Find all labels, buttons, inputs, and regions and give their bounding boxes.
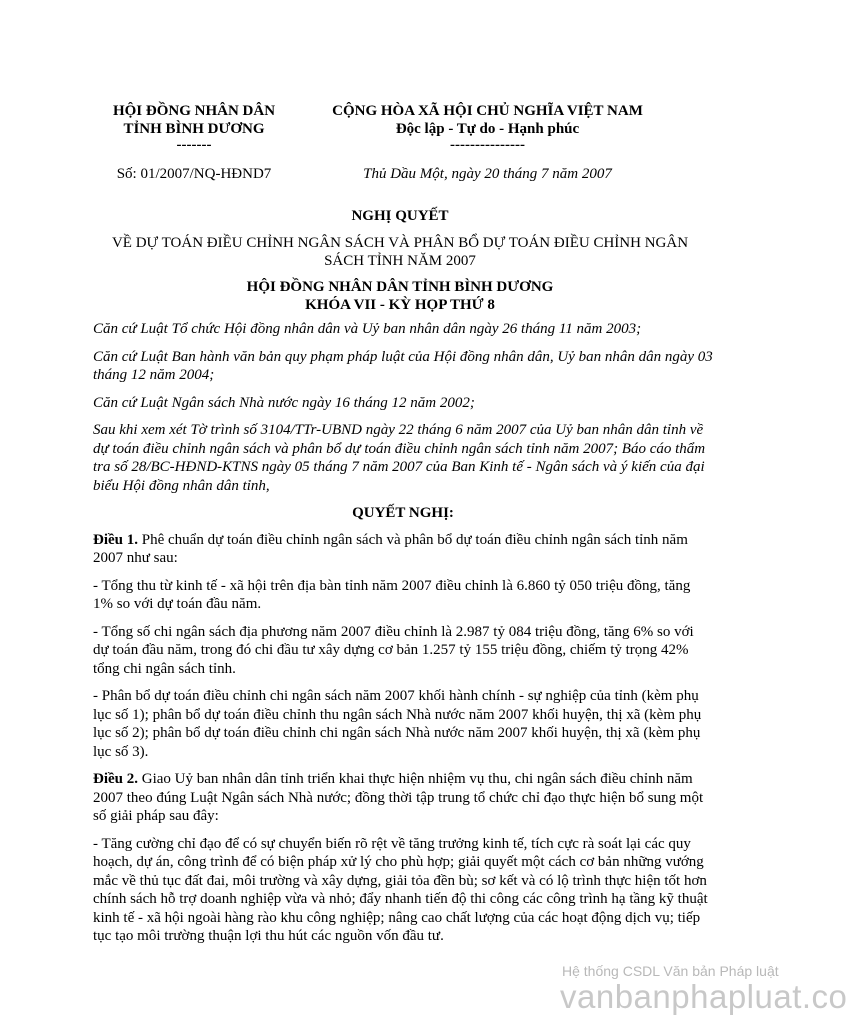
watermark-caption: Hệ thống CSDL Văn bản Pháp luật	[562, 963, 779, 979]
document-body	[93, 320, 713, 955]
article-2-item-1: - Tăng cường chỉ đạo để có sự chuyển biến rõ rệt về tăng trưởng kinh tế, tích cực rà soát lại các quy hoạch, dự án, công trình để có biện pháp xử lý cho phù hợp; giải quyết một cách cơ bản những vướng mắc về thủ tục đất đai, môi trường và xây dựng, giải tỏa đền bù; sơ kết và có lộ trình thực hiện tốt hơn chính sách hỗ trợ doanh nghiệp vừa và nhỏ; đẩy nhanh tiến độ thi công các công trình hạ tầng kỹ thuật kinh tế - xã hội ngoài hàng rào khu công nghiệp; nâng cao chất lượng của các hoạt động dịch vụ; tiếp tục tạo môi trường thuận lợi thu hút các nguồn vốn đầu tư.	[93, 835, 708, 944]
article-1	[93, 531, 713, 568]
article-2-label: Điều 2.	[93, 771, 138, 787]
council-session: KHÓA VII - KỲ HỌP THỨ 8	[305, 297, 495, 313]
issuer-divider: -------	[176, 137, 212, 153]
article-2-text: Giao Uỷ ban nhân dân tỉnh triển khai thực hiện nhiệm vụ thu, chi ngân sách điều chỉnh năm 2007 theo đúng Luật Ngân sách Nhà nước; đồng thời tập trung tổ chức chỉ đạo thực hiện bổ sung một số giải pháp sau đây:	[93, 771, 704, 824]
legal-basis-2: Căn cứ Luật Ban hành văn bản quy phạm pháp luật của Hội đồng nhân dân, Uỷ ban nhân dân ngày 03 tháng 12 năm 2004;	[93, 348, 713, 383]
council-name: HỘI ĐỒNG NHÂN DÂN TỈNH BÌNH DƯƠNG	[246, 279, 554, 295]
document-date: Thủ Dầu Một, ngày 20 tháng 7 năm 2007	[363, 166, 612, 182]
document-number: Số: 01/2007/NQ-HĐND7	[116, 166, 272, 182]
legal-basis-1: Căn cứ Luật Tổ chức Hội đồng nhân dân và Uỷ ban nhân dân ngày 26 tháng 11 năm 2003;	[93, 321, 642, 337]
national-motto-block	[305, 102, 670, 152]
article-1-item-2: - Tổng số chi ngân sách địa phương năm 2007 điều chỉnh là 2.987 tỷ 084 triệu đồng, tăng 6% so với dự toán đầu năm, trong đó chi đầu tư xây dựng cơ bản 1.257 tỷ 155 triệu đồng, chiếm tỷ trọng 42% tổng chi ngân sách tỉnh.	[93, 623, 694, 677]
article-1-label: Điều 1.	[93, 531, 138, 548]
issuer-province: TỈNH BÌNH DƯƠNG	[123, 121, 265, 137]
council-heading	[100, 278, 700, 314]
resolves-heading: QUYẾT NGHỊ:	[352, 505, 454, 521]
issuer-name: HỘI ĐỒNG NHÂN DÂN	[112, 103, 276, 119]
article-1-item-3: - Phân bổ dự toán điều chỉnh chi ngân sách năm 2007 khối hành chính - sự nghiệp của tỉnh (kèm phụ lục số 1); phân bổ dự toán điều chỉnh thu ngân sách Nhà nước năm 2007 khối huyện, thị xã (kèm phụ lục số 2); phân bổ dự toán điều chỉnh chi ngân sách Nhà nước năm 2007 khối huyện, thị xã (kèm phụ lục số 3).	[93, 688, 702, 760]
watermark-site: vanbanphapluat.co	[560, 978, 847, 1015]
country-name: CỘNG HÒA XÃ HỘI CHỦ NGHĨA VIỆT NAM	[332, 103, 643, 119]
motto-divider: ---------------	[450, 137, 525, 153]
legal-basis-3: Căn cứ Luật Ngân sách Nhà nước ngày 16 tháng 12 năm 2002;	[93, 394, 475, 411]
document-subtitle: VỀ DỰ TOÁN ĐIỀU CHỈNH NGÂN SÁCH VÀ PHÂN BỔ DỰ TOÁN ĐIỀU CHỈNH NGÂN SÁCH TỈNH NĂM 2007	[111, 235, 689, 269]
article-1-item-1: - Tổng thu từ kinh tế - xã hội trên địa bàn tỉnh năm 2007 điều chỉnh là 6.860 tỷ 050 triệu đồng, tăng 1% so với dự toán đầu năm.	[93, 577, 691, 612]
article-1-text: Phê chuẩn dự toán điều chỉnh ngân sách và phân bổ dự toán điều chỉnh ngân sách tỉnh năm 2007 như sau:	[93, 531, 688, 566]
legal-basis-4: Sau khi xem xét Tờ trình số 3104/TTr-UBND ngày 22 tháng 6 năm 2007 của Uỷ ban nhân dân tỉnh về dự toán điều chỉnh ngân sách và phân bổ dự toán điều chỉnh ngân sách tỉnh năm 2007; Báo cáo thẩm tra số 28/BC-HĐND-KTNS ngày 05 tháng 7 năm 2007 của Ban Kinh tế - Ngân sách và ý kiến của đại biểu Hội đồng nhân dân tỉnh,	[93, 422, 706, 494]
issuer-block	[100, 102, 288, 152]
document-title: NGHỊ QUYẾT	[351, 208, 449, 224]
motto: Độc lập - Tự do - Hạnh phúc	[395, 121, 580, 137]
article-2	[93, 770, 713, 826]
